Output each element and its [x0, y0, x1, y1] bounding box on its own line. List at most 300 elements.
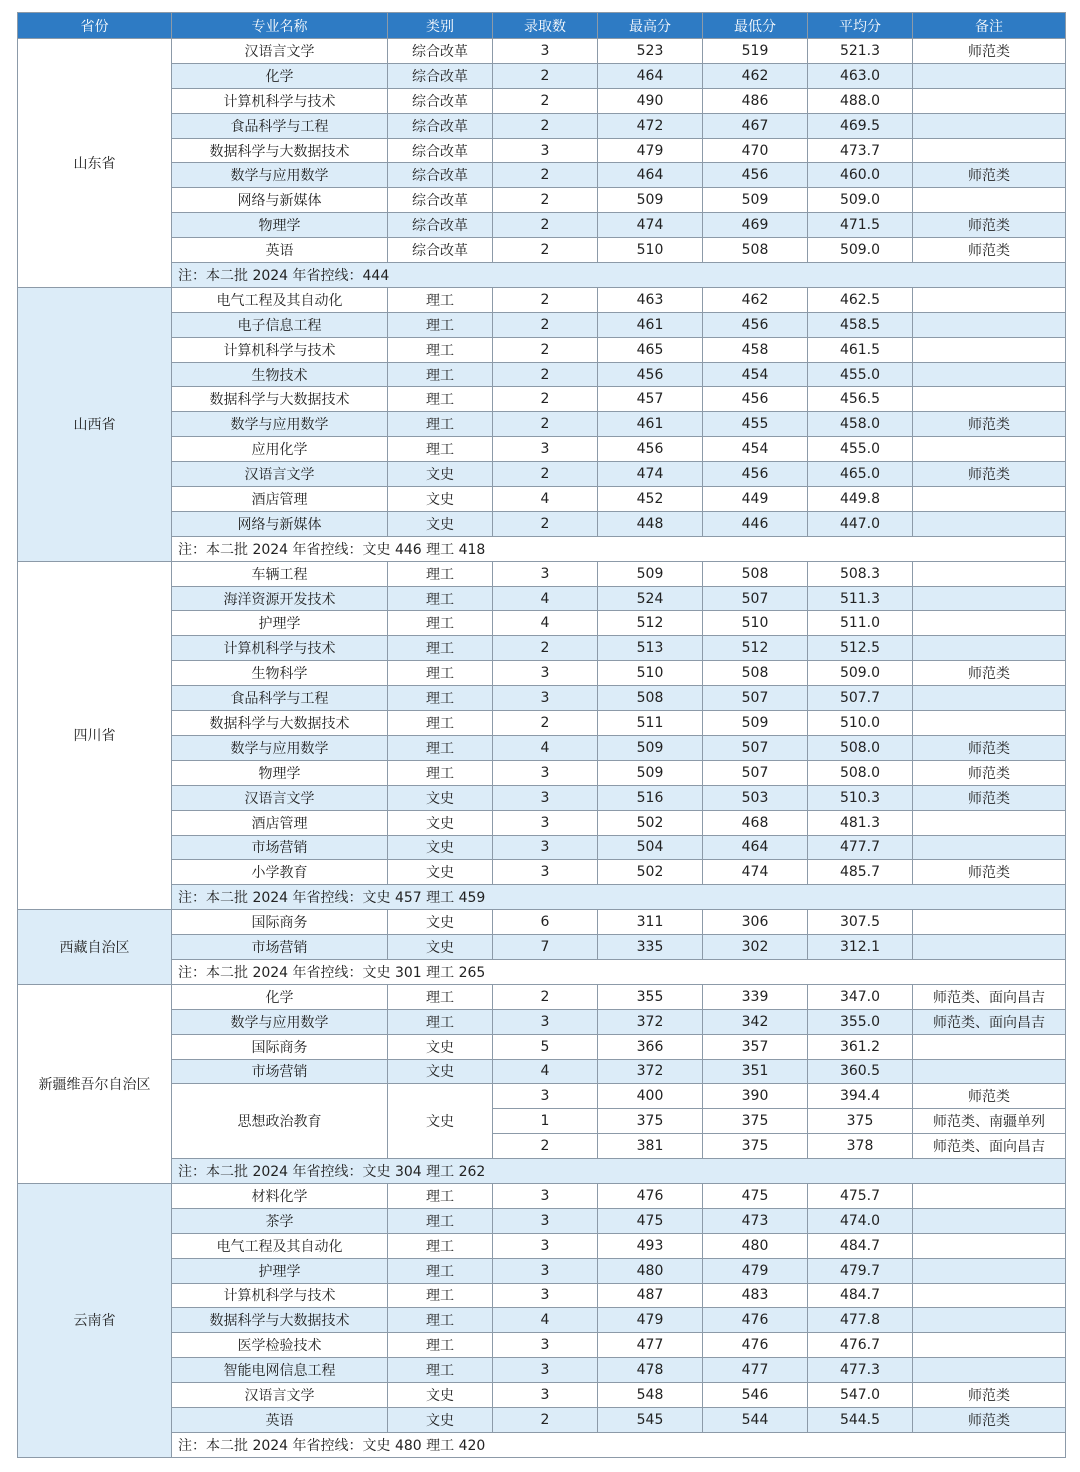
table-row [18, 238, 1066, 263]
cell-remarks: 师范类 [913, 39, 1066, 64]
table-row [18, 1383, 1066, 1408]
cell-min-score: 464 [703, 835, 808, 860]
cell-remarks: 师范类 [913, 238, 1066, 263]
cell-max-score: 464 [598, 163, 703, 188]
cell-remarks [913, 810, 1066, 835]
table-row [18, 487, 1066, 512]
cell-avg-score: 312.1 [808, 935, 913, 960]
cell-min-score: 455 [703, 412, 808, 437]
table-row [18, 935, 1066, 960]
cell-avg-score: 355.0 [808, 1009, 913, 1034]
cell-max-score: 487 [598, 1283, 703, 1308]
cell-admitted-count: 2 [493, 362, 598, 387]
admission-score-table [17, 12, 1066, 1458]
cell-max-score: 457 [598, 387, 703, 412]
cell-admitted-count: 3 [493, 760, 598, 785]
cell-admitted-count: 3 [493, 1383, 598, 1408]
cell-max-score: 479 [598, 138, 703, 163]
cell-min-score: 302 [703, 935, 808, 960]
cell-major: 物理学 [172, 213, 388, 238]
table-row [18, 561, 1066, 586]
cell-category: 综合改革 [388, 138, 493, 163]
cell-min-score: 462 [703, 63, 808, 88]
cell-category: 文史 [388, 1059, 493, 1084]
cell-max-score: 502 [598, 860, 703, 885]
cell-avg-score: 471.5 [808, 213, 913, 238]
cell-max-score: 480 [598, 1258, 703, 1283]
cell-avg-score: 507.7 [808, 686, 913, 711]
cell-avg-score: 449.8 [808, 487, 913, 512]
cell-category: 理工 [388, 760, 493, 785]
cell-avg-score: 547.0 [808, 1383, 913, 1408]
cell-admitted-count: 1 [493, 1109, 598, 1134]
cell-remarks [913, 337, 1066, 362]
cell-max-score: 335 [598, 935, 703, 960]
cell-min-score: 503 [703, 785, 808, 810]
cell-admitted-count: 2 [493, 984, 598, 1009]
cell-max-score: 478 [598, 1358, 703, 1383]
cell-min-score: 375 [703, 1109, 808, 1134]
cell-remarks [913, 1358, 1066, 1383]
province-cell: 新疆维吾尔自治区 [18, 984, 172, 1183]
table-row [18, 312, 1066, 337]
cell-category: 理工 [388, 437, 493, 462]
cell-min-score: 546 [703, 1383, 808, 1408]
cell-avg-score: 461.5 [808, 337, 913, 362]
header-min-score: 最低分 [703, 13, 808, 39]
cell-avg-score: 508.0 [808, 735, 913, 760]
cell-min-score: 508 [703, 661, 808, 686]
cell-category: 文史 [388, 1084, 493, 1159]
cell-max-score: 513 [598, 636, 703, 661]
header-major: 专业名称 [172, 13, 388, 39]
cell-min-score: 446 [703, 511, 808, 536]
cell-category: 理工 [388, 1183, 493, 1208]
cutoff-note: 注：本二批 2024 年省控线：文史 304 理工 262 [172, 1159, 1066, 1184]
cell-min-score: 456 [703, 387, 808, 412]
cell-category: 文史 [388, 935, 493, 960]
cell-remarks [913, 487, 1066, 512]
cell-avg-score: 521.3 [808, 39, 913, 64]
cutoff-note: 注：本二批 2024 年省控线：文史 480 理工 420 [172, 1432, 1066, 1457]
cell-major: 物理学 [172, 760, 388, 785]
cell-admitted-count: 3 [493, 1009, 598, 1034]
cell-major: 汉语言文学 [172, 39, 388, 64]
cell-avg-score: 460.0 [808, 163, 913, 188]
cell-remarks [913, 1233, 1066, 1258]
cell-major: 计算机科学与技术 [172, 636, 388, 661]
cell-min-score: 454 [703, 437, 808, 462]
cell-category: 文史 [388, 1383, 493, 1408]
cell-category: 理工 [388, 1283, 493, 1308]
cell-admitted-count: 2 [493, 88, 598, 113]
cell-max-score: 512 [598, 611, 703, 636]
cell-remarks [913, 1308, 1066, 1333]
cell-category: 理工 [388, 1258, 493, 1283]
table-row [18, 984, 1066, 1009]
table-row [18, 88, 1066, 113]
cell-min-score: 469 [703, 213, 808, 238]
cell-admitted-count: 3 [493, 561, 598, 586]
cell-avg-score: 511.3 [808, 586, 913, 611]
cell-major: 小学教育 [172, 860, 388, 885]
cell-min-score: 458 [703, 337, 808, 362]
cell-remarks: 师范类 [913, 735, 1066, 760]
cell-category: 综合改革 [388, 188, 493, 213]
cell-avg-score: 485.7 [808, 860, 913, 885]
cell-max-score: 372 [598, 1059, 703, 1084]
cell-category: 理工 [388, 387, 493, 412]
cell-min-score: 449 [703, 487, 808, 512]
cell-remarks [913, 1183, 1066, 1208]
cell-avg-score: 463.0 [808, 63, 913, 88]
cell-major: 汉语言文学 [172, 1383, 388, 1408]
cell-remarks: 师范类 [913, 860, 1066, 885]
cell-avg-score: 488.0 [808, 88, 913, 113]
cell-min-score: 375 [703, 1134, 808, 1159]
cell-major: 数学与应用数学 [172, 1009, 388, 1034]
cell-remarks [913, 437, 1066, 462]
header-max-score: 最高分 [598, 13, 703, 39]
table-row [18, 163, 1066, 188]
cell-min-score: 467 [703, 113, 808, 138]
cell-major: 电子信息工程 [172, 312, 388, 337]
admission-table-container [17, 12, 1065, 1458]
cell-category: 综合改革 [388, 113, 493, 138]
cell-category: 文史 [388, 785, 493, 810]
cell-avg-score: 375 [808, 1109, 913, 1134]
table-row [18, 810, 1066, 835]
cell-admitted-count: 3 [493, 1283, 598, 1308]
cell-major: 国际商务 [172, 1034, 388, 1059]
cell-category: 文史 [388, 835, 493, 860]
cell-remarks [913, 511, 1066, 536]
cell-category: 理工 [388, 1308, 493, 1333]
cell-max-score: 355 [598, 984, 703, 1009]
cell-max-score: 504 [598, 835, 703, 860]
cell-min-score: 474 [703, 860, 808, 885]
cell-major: 护理学 [172, 1258, 388, 1283]
table-row [18, 437, 1066, 462]
cell-remarks: 师范类 [913, 785, 1066, 810]
cell-remarks [913, 1059, 1066, 1084]
cell-admitted-count: 2 [493, 213, 598, 238]
cell-admitted-count: 2 [493, 412, 598, 437]
cell-max-score: 456 [598, 437, 703, 462]
cell-admitted-count: 5 [493, 1034, 598, 1059]
cell-max-score: 510 [598, 661, 703, 686]
cell-admitted-count: 2 [493, 711, 598, 736]
cell-major: 车辆工程 [172, 561, 388, 586]
cell-min-score: 476 [703, 1308, 808, 1333]
cutoff-note: 注：本二批 2024 年省控线：文史 457 理工 459 [172, 885, 1066, 910]
cell-category: 综合改革 [388, 39, 493, 64]
cell-avg-score: 509.0 [808, 661, 913, 686]
province-cell: 四川省 [18, 561, 172, 909]
cell-min-score: 510 [703, 611, 808, 636]
cell-max-score: 509 [598, 735, 703, 760]
cell-min-score: 456 [703, 312, 808, 337]
cell-category: 理工 [388, 287, 493, 312]
cell-min-score: 470 [703, 138, 808, 163]
header-remarks: 备注 [913, 13, 1066, 39]
table-row [18, 1233, 1066, 1258]
cell-category: 文史 [388, 511, 493, 536]
table-row [18, 860, 1066, 885]
cell-min-score: 357 [703, 1034, 808, 1059]
cell-remarks [913, 387, 1066, 412]
table-row [18, 39, 1066, 64]
header-admitted-count: 录取数 [493, 13, 598, 39]
cell-remarks: 师范类、南疆单列 [913, 1109, 1066, 1134]
cell-avg-score: 458.0 [808, 412, 913, 437]
table-row [18, 1333, 1066, 1358]
cell-avg-score: 510.3 [808, 785, 913, 810]
cell-remarks: 师范类 [913, 1407, 1066, 1432]
cell-max-score: 510 [598, 238, 703, 263]
cell-admitted-count: 2 [493, 63, 598, 88]
cell-remarks [913, 188, 1066, 213]
cell-remarks: 师范类、面向昌吉 [913, 984, 1066, 1009]
cell-avg-score: 479.7 [808, 1258, 913, 1283]
cell-avg-score: 378 [808, 1134, 913, 1159]
cell-major: 数据科学与大数据技术 [172, 387, 388, 412]
cell-category: 综合改革 [388, 88, 493, 113]
cell-min-score: 507 [703, 760, 808, 785]
cell-min-score: 468 [703, 810, 808, 835]
cell-admitted-count: 4 [493, 586, 598, 611]
cell-min-score: 306 [703, 910, 808, 935]
cell-remarks [913, 312, 1066, 337]
table-row [18, 462, 1066, 487]
cell-max-score: 502 [598, 810, 703, 835]
cell-major: 国际商务 [172, 910, 388, 935]
table-row [18, 387, 1066, 412]
cell-remarks: 师范类 [913, 760, 1066, 785]
cell-remarks [913, 935, 1066, 960]
cell-avg-score: 477.3 [808, 1358, 913, 1383]
cell-remarks: 师范类 [913, 213, 1066, 238]
cell-avg-score: 544.5 [808, 1407, 913, 1432]
cell-avg-score: 510.0 [808, 711, 913, 736]
cell-remarks [913, 561, 1066, 586]
cell-remarks [913, 1283, 1066, 1308]
cell-max-score: 465 [598, 337, 703, 362]
table-row [18, 337, 1066, 362]
table-row [18, 511, 1066, 536]
cell-max-score: 463 [598, 287, 703, 312]
cell-major: 生物科学 [172, 661, 388, 686]
cell-max-score: 523 [598, 39, 703, 64]
cell-max-score: 474 [598, 213, 703, 238]
cell-admitted-count: 3 [493, 1333, 598, 1358]
cell-category: 理工 [388, 661, 493, 686]
cell-avg-score: 509.0 [808, 188, 913, 213]
province-cell: 山东省 [18, 39, 172, 288]
table-row [18, 1059, 1066, 1084]
cell-major: 电气工程及其自动化 [172, 287, 388, 312]
cell-max-score: 474 [598, 462, 703, 487]
cell-max-score: 375 [598, 1109, 703, 1134]
cell-remarks [913, 1208, 1066, 1233]
cell-max-score: 452 [598, 487, 703, 512]
cell-admitted-count: 4 [493, 487, 598, 512]
cell-major: 应用化学 [172, 437, 388, 462]
cell-max-score: 479 [598, 1308, 703, 1333]
table-row [18, 63, 1066, 88]
cell-remarks [913, 63, 1066, 88]
cell-major: 英语 [172, 238, 388, 263]
table-row [18, 1358, 1066, 1383]
note-row [18, 1432, 1066, 1457]
cell-major: 计算机科学与技术 [172, 337, 388, 362]
cell-category: 理工 [388, 1233, 493, 1258]
cell-category: 理工 [388, 1208, 493, 1233]
cell-major: 护理学 [172, 611, 388, 636]
cell-remarks [913, 1258, 1066, 1283]
cell-admitted-count: 3 [493, 1208, 598, 1233]
cutoff-note: 注：本二批 2024 年省控线：444 [172, 263, 1066, 288]
cell-min-score: 519 [703, 39, 808, 64]
cell-min-score: 479 [703, 1258, 808, 1283]
cell-max-score: 400 [598, 1084, 703, 1109]
cell-max-score: 461 [598, 412, 703, 437]
cell-max-score: 509 [598, 561, 703, 586]
cell-admitted-count: 2 [493, 337, 598, 362]
cell-avg-score: 347.0 [808, 984, 913, 1009]
table-row [18, 711, 1066, 736]
header-avg-score: 平均分 [808, 13, 913, 39]
cell-avg-score: 307.5 [808, 910, 913, 935]
cell-remarks: 师范类 [913, 661, 1066, 686]
cell-avg-score: 481.3 [808, 810, 913, 835]
cell-major: 市场营销 [172, 835, 388, 860]
table-row [18, 188, 1066, 213]
cell-avg-score: 508.3 [808, 561, 913, 586]
table-row [18, 1208, 1066, 1233]
cell-category: 理工 [388, 337, 493, 362]
cell-max-score: 509 [598, 760, 703, 785]
cell-admitted-count: 3 [493, 1233, 598, 1258]
cell-remarks [913, 88, 1066, 113]
cell-category: 理工 [388, 686, 493, 711]
cell-min-score: 544 [703, 1407, 808, 1432]
cell-max-score: 366 [598, 1034, 703, 1059]
cell-avg-score: 476.7 [808, 1333, 913, 1358]
cell-avg-score: 484.7 [808, 1233, 913, 1258]
cell-category: 文史 [388, 860, 493, 885]
cell-admitted-count: 3 [493, 1183, 598, 1208]
cell-avg-score: 477.8 [808, 1308, 913, 1333]
table-row [18, 910, 1066, 935]
cell-min-score: 509 [703, 188, 808, 213]
cell-admitted-count: 3 [493, 785, 598, 810]
cell-max-score: 509 [598, 188, 703, 213]
table-row [18, 113, 1066, 138]
cell-admitted-count: 2 [493, 462, 598, 487]
province-cell: 山西省 [18, 287, 172, 561]
cell-major: 材料化学 [172, 1183, 388, 1208]
note-row [18, 1159, 1066, 1184]
cell-min-score: 508 [703, 561, 808, 586]
cell-major: 数据科学与大数据技术 [172, 138, 388, 163]
cell-max-score: 476 [598, 1183, 703, 1208]
cell-min-score: 454 [703, 362, 808, 387]
cell-max-score: 461 [598, 312, 703, 337]
cell-remarks [913, 910, 1066, 935]
cell-remarks: 师范类、面向昌吉 [913, 1009, 1066, 1034]
cell-category: 理工 [388, 1009, 493, 1034]
cell-category: 综合改革 [388, 163, 493, 188]
cell-admitted-count: 2 [493, 188, 598, 213]
cell-remarks: 师范类 [913, 412, 1066, 437]
cell-major: 思想政治教育 [172, 1084, 388, 1159]
cell-avg-score: 477.7 [808, 835, 913, 860]
cell-major: 数据科学与大数据技术 [172, 711, 388, 736]
cell-major: 医学检验技术 [172, 1333, 388, 1358]
header-row [18, 13, 1066, 39]
cell-remarks [913, 636, 1066, 661]
cell-max-score: 456 [598, 362, 703, 387]
cell-remarks: 师范类 [913, 1084, 1066, 1109]
cell-avg-score: 473.7 [808, 138, 913, 163]
cell-admitted-count: 3 [493, 1258, 598, 1283]
cell-min-score: 462 [703, 287, 808, 312]
cell-remarks [913, 1034, 1066, 1059]
table-row [18, 586, 1066, 611]
cutoff-note: 注：本二批 2024 年省控线：文史 301 理工 265 [172, 959, 1066, 984]
cell-avg-score: 455.0 [808, 437, 913, 462]
table-row [18, 835, 1066, 860]
cell-avg-score: 474.0 [808, 1208, 913, 1233]
cell-max-score: 381 [598, 1134, 703, 1159]
cell-max-score: 464 [598, 63, 703, 88]
cell-min-score: 476 [703, 1333, 808, 1358]
table-row [18, 287, 1066, 312]
cell-max-score: 448 [598, 511, 703, 536]
table-row [18, 1308, 1066, 1333]
note-row [18, 263, 1066, 288]
cell-major: 生物技术 [172, 362, 388, 387]
cell-avg-score: 509.0 [808, 238, 913, 263]
table-row [18, 1407, 1066, 1432]
cell-admitted-count: 3 [493, 1358, 598, 1383]
cell-min-score: 351 [703, 1059, 808, 1084]
cell-major: 海洋资源开发技术 [172, 586, 388, 611]
cell-remarks [913, 362, 1066, 387]
cell-category: 理工 [388, 984, 493, 1009]
cell-min-score: 480 [703, 1233, 808, 1258]
cell-admitted-count: 2 [493, 312, 598, 337]
cell-admitted-count: 7 [493, 935, 598, 960]
cell-admitted-count: 2 [493, 387, 598, 412]
cell-avg-score: 465.0 [808, 462, 913, 487]
cell-avg-score: 447.0 [808, 511, 913, 536]
cell-admitted-count: 3 [493, 686, 598, 711]
cell-max-score: 548 [598, 1383, 703, 1408]
province-cell: 云南省 [18, 1183, 172, 1457]
table-row [18, 1084, 1066, 1109]
cell-admitted-count: 2 [493, 238, 598, 263]
table-row [18, 1283, 1066, 1308]
cell-major: 化学 [172, 984, 388, 1009]
cell-avg-score: 455.0 [808, 362, 913, 387]
table-row [18, 1258, 1066, 1283]
cell-admitted-count: 4 [493, 611, 598, 636]
cell-major: 数学与应用数学 [172, 163, 388, 188]
cell-remarks [913, 113, 1066, 138]
cell-min-score: 390 [703, 1084, 808, 1109]
